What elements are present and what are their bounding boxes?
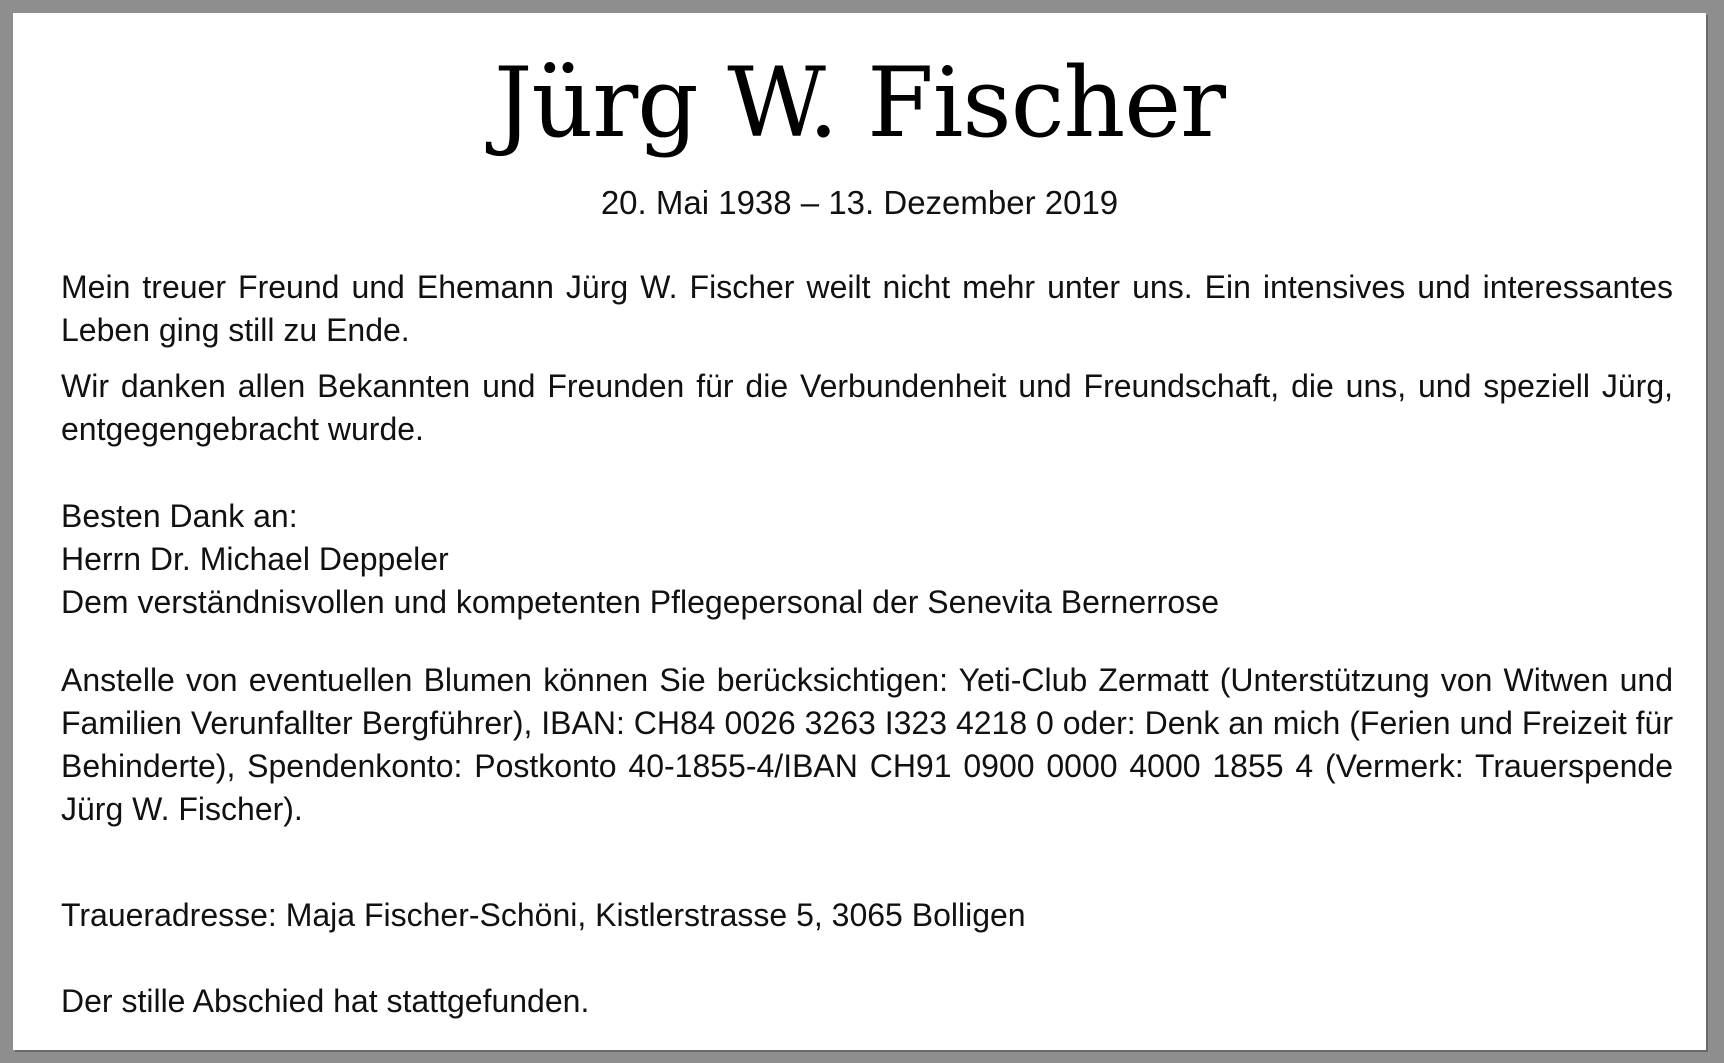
mourning-address: Traueradresse: Maja Fischer-Schöni, Kistlerstrasse 5, 3065 Bolligen [61,897,1026,933]
thanks-heading: Besten Dank an: [61,498,298,534]
deceased-name: Jürg W. Fischer [494,47,1225,159]
intro-paragraph: Mein treuer Freund und Ehemann Jürg W. Fischer weilt nicht mehr unter uns. Ein intensives und interessantes Leben ging still zu Ende. [61,269,1673,348]
thanks-item-doctor: Herrn Dr. Michael Deppeler [61,541,449,577]
donation-paragraph: Anstelle von eventuellen Blumen können Sie berücksichtigen: Yeti-Club Zermatt (Unterstützung von Witwen und Familien Verunfallter Bergführer), IBAN: CH84 0026 3263 I323 4218 0 oder: Denk an mich (Ferien und Freizeit für Behinderte), Spendenkonto: Postkonto 40-1855-4/IBAN CH91 0900 0000 4000 1855 4 (Vermerk: Trauerspende Jürg W. Fischer). [61,662,1673,827]
thanks-section [61,495,1673,624]
farewell-note: Der stille Abschied hat stattgefunden. [61,983,590,1019]
thanks-item-care-staff: Dem verständnisvollen und kompetenten Pflegepersonal der Senevita Bernerrose [61,584,1220,620]
obituary-notice [13,13,1706,1050]
life-dates: 20. Mai 1938 – 13. Dezember 2019 [600,184,1119,221]
gratitude-paragraph: Wir danken allen Bekannten und Freunden für die Verbundenheit und Freundschaft, die uns, und speziell Jürg, entgegengebracht wurde. [61,368,1673,447]
